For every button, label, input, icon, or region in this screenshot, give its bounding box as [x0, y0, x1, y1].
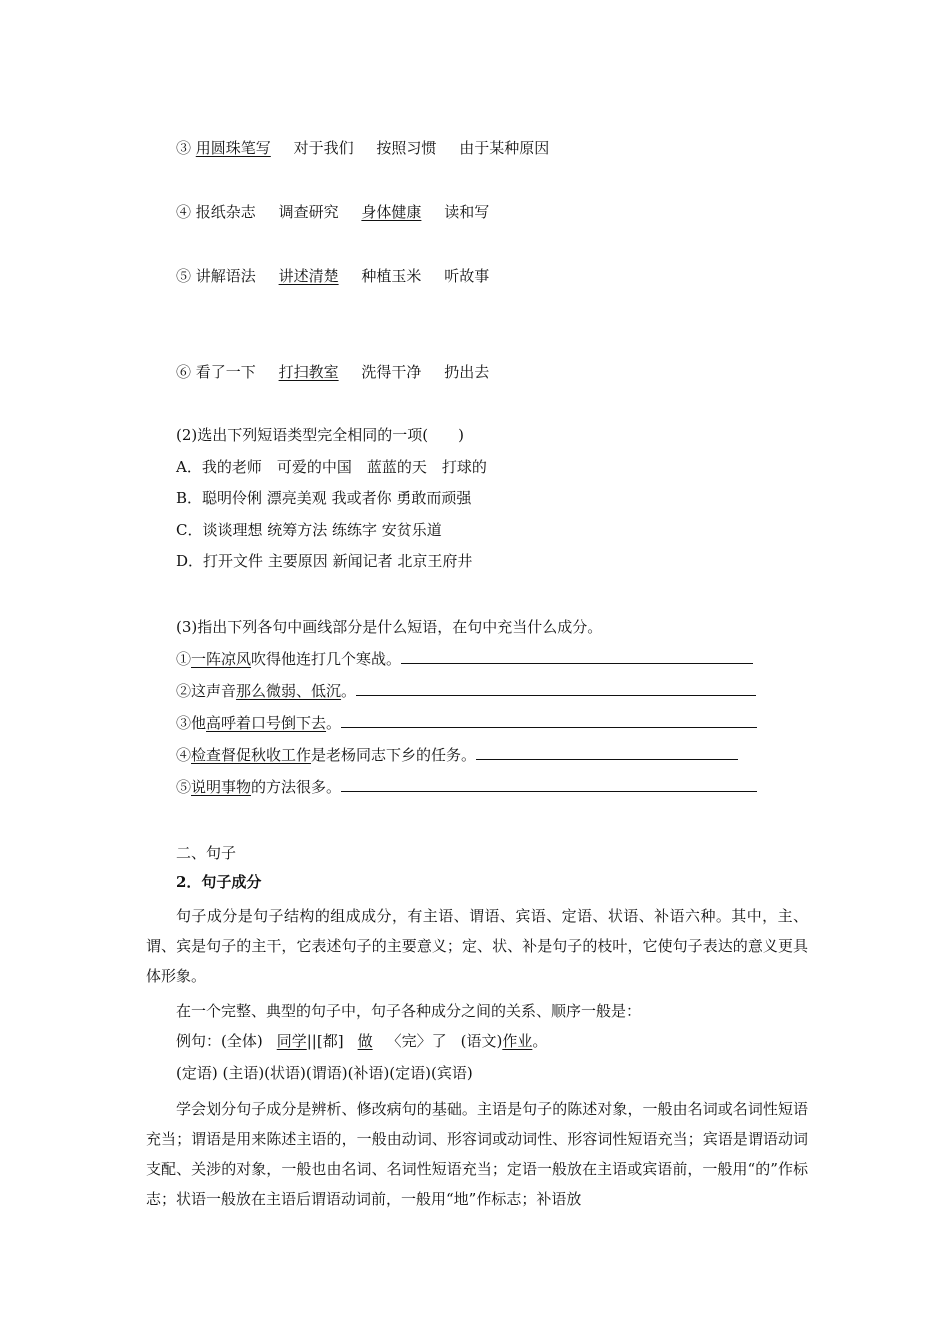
phrase-row-5 — [176, 266, 489, 286]
item-number: ③ — [176, 714, 192, 732]
phrase-item: 由于某种原因 — [459, 139, 550, 157]
answer-blank[interactable] — [476, 745, 738, 760]
sentence-text: 的方法很多。 — [251, 778, 342, 796]
predicate-part: 做 — [357, 1032, 373, 1050]
sentence-text: 这声音 — [191, 682, 237, 700]
option-a[interactable] — [176, 457, 487, 477]
answer-blank[interactable] — [401, 649, 753, 664]
row-number: ⑤ — [176, 267, 192, 285]
example-label: 例句： — [176, 1032, 222, 1050]
sentence-5 — [176, 777, 757, 797]
sentence-4 — [176, 745, 738, 765]
attributive-part: (语文) — [460, 1032, 503, 1050]
phrase-item: 种植玉米 — [361, 267, 422, 285]
row-number: ⑥ — [176, 363, 192, 381]
phrase-item: 调查研究 — [278, 203, 339, 221]
item-number: ④ — [176, 746, 192, 764]
phrase-item: 看了一下 — [195, 363, 256, 381]
answer-blank[interactable] — [356, 681, 756, 696]
paragraph-1: 句子成分是句子结构的组成成分，有主语、谓语、宾语、定语、状语、补语六种。其中，主、谓、宾是句子的主干，它表述句子的主要意义；定、状、补是句子的枝叶，它使句子表达的意义更具体形象。 — [146, 907, 808, 985]
paragraph-3: 学会划分句子成分是辨析、修改病句的基础。主语是句子的陈述对象，一般由名词或名词性短语充当；谓语是用来陈述主语的，一般由动词、形容词或动词性、形容词性短语充当；宾语是谓语动词支配、关涉的对象，一般也由名词、名词性短语充当；定语一般放在主语或宾语前，一般用“的”作标志；状语一般放在主语后谓语动词前，一般用“地”作标志；补语放 — [146, 1100, 808, 1208]
underlined-phrase: 那么微弱、低沉 — [236, 682, 342, 700]
component-labels: (定语) (主语)(状语)(谓语)(补语)(定语)(宾语) — [176, 1064, 473, 1082]
answer-blank[interactable] — [341, 777, 757, 792]
question-3-stem: (3)指出下列各句中画线部分是什么短语，在句中充当什么成分。 — [176, 618, 603, 636]
phrase-item: 讲解语法 — [195, 267, 256, 285]
option-b[interactable] — [176, 488, 471, 508]
phrase-item: 对于我们 — [293, 139, 354, 157]
paragraph-2: 在一个完整、典型的句子中，句子各种成分之间的关系、顺序一般是： — [176, 1002, 642, 1020]
sentence-text: 。 — [326, 714, 342, 732]
answer-blank[interactable] — [341, 713, 757, 728]
option-label: C． — [176, 521, 203, 539]
divider-mark: || — [306, 1032, 317, 1050]
phrase-row-3 — [176, 138, 549, 158]
phrase-item: 用圆珠笔写 — [195, 139, 271, 157]
complement-part: 〈完〉了 — [386, 1032, 447, 1050]
phrase-item: 听故事 — [444, 267, 490, 285]
underlined-phrase: 高呼着口号倒下去 — [206, 714, 327, 732]
phrase-row-4 — [176, 202, 489, 222]
phrase-item: 读和写 — [444, 203, 490, 221]
option-text: 聪明伶俐 漂亮美观 我或者你 勇敢而顽强 — [202, 489, 472, 507]
option-d[interactable] — [176, 551, 472, 571]
underlined-phrase: 说明事物 — [191, 778, 252, 796]
phrase-item: 扔出去 — [444, 363, 490, 381]
underlined-phrase: 检查督促秋收工作 — [191, 746, 312, 764]
punctuation: 。 — [532, 1032, 548, 1050]
phrase-item: 报纸杂志 — [195, 203, 256, 221]
sentence-text: 吹得他连打几个寒战。 — [251, 650, 402, 668]
item-number: ① — [176, 650, 192, 668]
attributive-part: (全体) — [221, 1032, 263, 1050]
adverbial-part: [都] — [316, 1032, 344, 1050]
option-label: D． — [176, 552, 204, 570]
sentence-text: 是老杨同志下乡的任务。 — [311, 746, 477, 764]
phrase-item: 按照习惯 — [376, 139, 437, 157]
option-text: 打开文件 主要原因 新闻记者 北京王府井 — [203, 552, 473, 570]
underlined-phrase: 一阵凉风 — [191, 650, 252, 668]
sentence-text: 他 — [191, 714, 207, 732]
sentence-1 — [176, 649, 753, 669]
section-subheading: 2．句子成分 — [176, 873, 262, 891]
sentence-text: 。 — [341, 682, 357, 700]
section-heading: 二、句子 — [176, 844, 237, 862]
example-sentence — [176, 1031, 547, 1051]
option-label: B． — [176, 489, 203, 507]
sentence-2 — [176, 681, 756, 701]
question-2-stem: (2)选出下列短语类型完全相同的一项( ) — [176, 426, 464, 444]
object-part: 作业 — [502, 1032, 533, 1050]
phrase-row-6 — [176, 362, 489, 382]
option-c[interactable] — [176, 520, 442, 540]
option-text: 我的老师 可爱的中国 蓝蓝的天 打球的 — [201, 458, 487, 476]
sentence-3 — [176, 713, 757, 733]
option-text: 谈谈理想 统筹方法 练练字 安贫乐道 — [202, 521, 442, 539]
row-number: ④ — [176, 203, 192, 221]
phrase-item: 身体健康 — [361, 203, 422, 221]
item-number: ② — [176, 682, 192, 700]
phrase-item: 打扫教室 — [278, 363, 339, 381]
subject-part: 同学 — [276, 1032, 307, 1050]
option-label: A． — [176, 458, 202, 476]
phrase-item: 洗得干净 — [361, 363, 422, 381]
item-number: ⑤ — [176, 778, 192, 796]
row-number: ③ — [176, 139, 192, 157]
phrase-item: 讲述清楚 — [278, 267, 339, 285]
